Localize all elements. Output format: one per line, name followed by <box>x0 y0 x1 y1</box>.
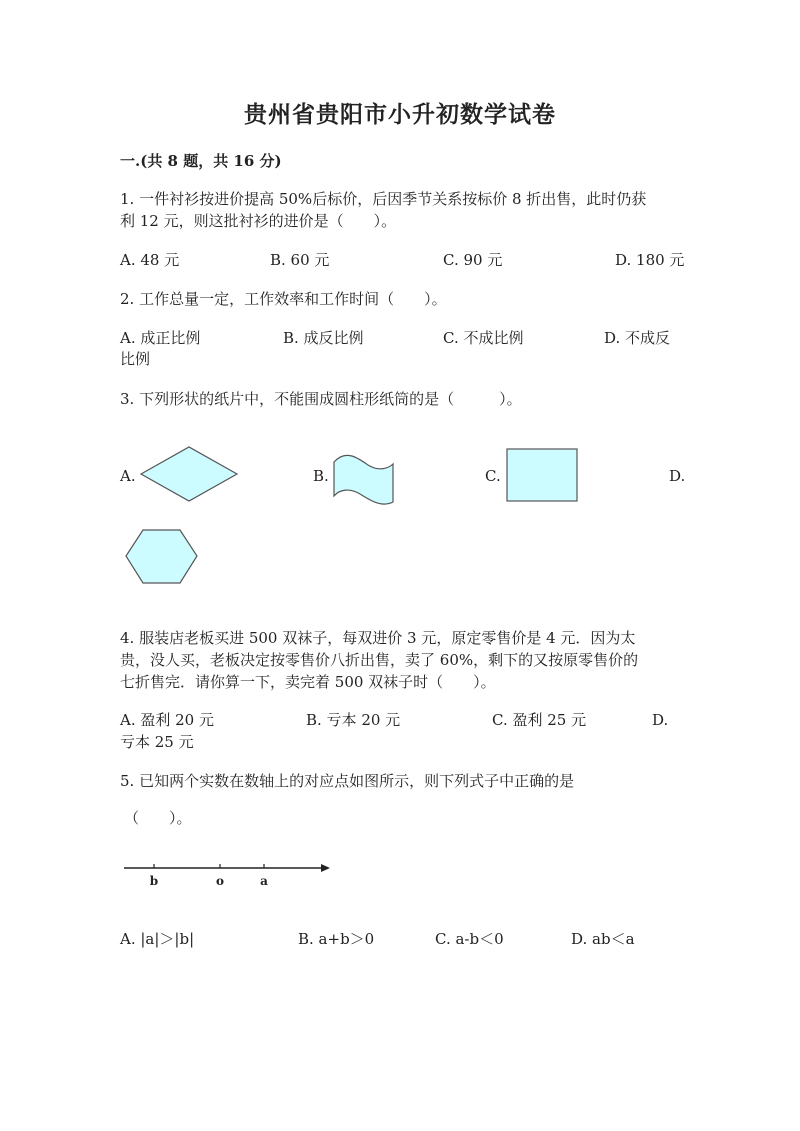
question-2-option-c: C. 不成比例 <box>443 329 524 347</box>
question-4-line-1: 4. 服装店老板买进 500 双袜子，每双进价 3 元，原定零售价是 4 元．因为太 <box>120 629 636 647</box>
question-1-option-b: B. 60 元 <box>270 251 330 269</box>
label-b: b <box>149 874 159 888</box>
question-2-option-a: A. 成正比例 <box>120 329 201 347</box>
question-3-line-1: 3. 下列形状的纸片中，不能围成圆柱形纸筒的是（ ）。 <box>120 390 522 408</box>
question-5-option-c: C. a-b＜0 <box>435 930 504 948</box>
question-5-option-a: A. |a|＞|b| <box>120 930 195 948</box>
question-5-line-1: 5. 已知两个实数在数轴上的对应点如图所示，则下列式子中正确的是 <box>120 772 575 790</box>
question-1-option-d: D. 180 元 <box>615 251 685 269</box>
question-4-option-a: A. 盈利 20 元 <box>120 711 214 729</box>
question-1-line-1: 1. 一件衬衫按进价提高 50%后标价，后因季节关系按标价 8 折出售，此时仍获 <box>120 190 647 208</box>
question-5-option-b: B. a+b＞0 <box>298 930 375 948</box>
question-1-option-c: C. 90 元 <box>443 251 503 269</box>
question-2-line-1: 2. 工作总量一定，工作效率和工作时间（ ）。 <box>120 290 447 308</box>
question-1-line-2: 利 12 元，则这批衬衫的进价是（ ）。 <box>120 212 397 230</box>
label-o: o <box>215 874 225 888</box>
page-title: 贵州省贵阳市小升初数学试卷 <box>244 101 556 128</box>
question-4-option-c: C. 盈利 25 元 <box>492 711 587 729</box>
question-2-option-d: D. 不成反 <box>604 329 671 347</box>
question-2-option-d-wrap: 比例 <box>120 350 151 368</box>
label-a: a <box>260 874 268 888</box>
number-line-arrow <box>321 864 330 872</box>
section-heading: 一.(共 8 题，共 16 分) <box>120 152 282 170</box>
question-5-option-d: D. ab＜a <box>571 930 635 948</box>
question-3-option-d: D. <box>669 467 686 485</box>
question-3-option-b: B. <box>313 467 329 485</box>
question-5-line-2: （ ）。 <box>124 809 192 827</box>
question-3-option-c: C. <box>485 467 501 485</box>
question-4-option-b: B. 亏本 20 元 <box>306 711 401 729</box>
question-4-option-d: D. <box>652 711 669 729</box>
question-3-option-a: A. <box>120 467 136 485</box>
question-4-line-3: 七折售完．请你算一下，卖完着 500 双袜子时（ ）。 <box>120 673 496 691</box>
question-4-line-2: 贵，没人买，老板决定按零售价八折出售，卖了 60%，剩下的又按原零售价的 <box>120 651 639 669</box>
question-2-option-b: B. 成反比例 <box>283 329 364 347</box>
question-4-option-d-wrap: 亏本 25 元 <box>120 733 194 751</box>
question-1-option-a: A. 48 元 <box>120 251 180 269</box>
